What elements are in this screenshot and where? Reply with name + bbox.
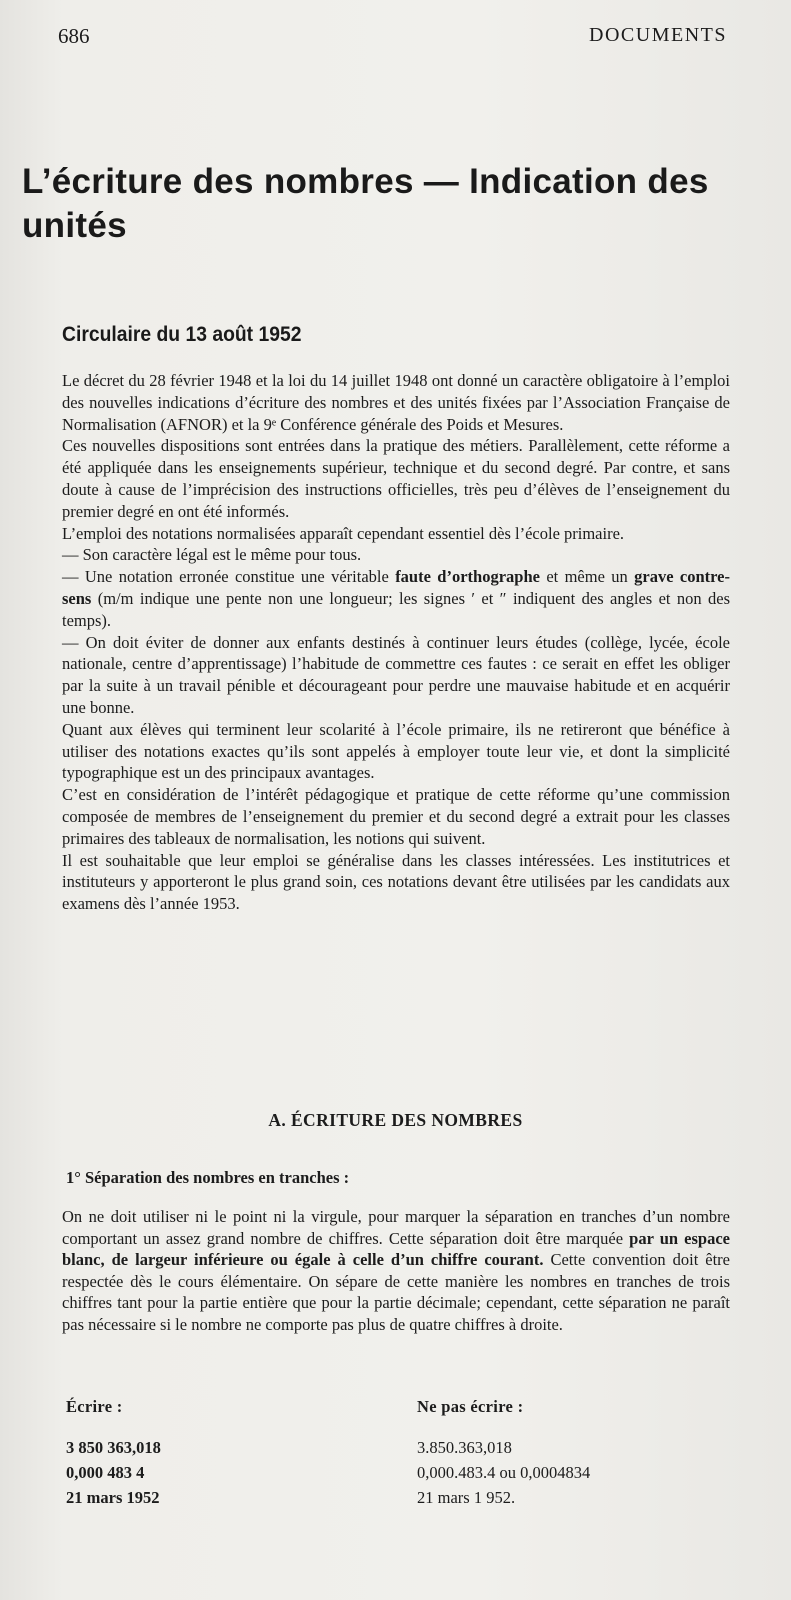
article-subtitle: Circulaire du 13 août 1952: [62, 323, 302, 346]
paragraph: — On doit éviter de donner aux enfants destinés à continuer leurs études (collège, lycée, école nationale, centre d’apprentissage) l’habitude de commettre ces fautes : ce serait en effet les obliger par la suite à un travail pénible et décourageant pour perdre une mauvaise habitude et en acquérir une bonne.: [62, 632, 730, 717]
dont-write-example: 21 mars 1 952.: [417, 1488, 516, 1507]
dont-write-example: 3.850.363,018: [417, 1438, 512, 1457]
text-run: (m/m indique une pente non une longueur; les signes ′ et ″ indiquent des angles et non des temps).: [62, 588, 730, 630]
paragraph: L’emploi des notations normalisées apparaît cependant essentiel dès l’école primaire.: [62, 523, 625, 543]
text-run: Cette convention doit être respectée dès le cours élémentaire. On sépare de cette manière les nombres en tranches de trois chiffres tant pour la partie entière que pour la partie décimale; cependant, cette séparation ne paraît pas nécessaire si le nombre ne comporte pas plus de quatre chiffres à droite.: [62, 1250, 730, 1334]
bold-text: grave contre-sens: [62, 567, 731, 608]
paragraph: — Son caractère légal est le même pour tous.: [62, 545, 362, 565]
write-heading: Écrire :: [66, 1397, 123, 1416]
text-run: — Une notation erronée constitue une véritable: [62, 567, 396, 587]
rule-paragraph: [62, 1206, 730, 1335]
write-column: [66, 1397, 161, 1510]
dont-write-column: [417, 1397, 590, 1510]
article-body: [62, 370, 730, 915]
write-example: 3 850 363,018: [66, 1438, 161, 1457]
page-number: 686: [58, 24, 90, 48]
paragraph: Ces nouvelles dispositions sont entrées dans la pratique des métiers. Parallèlement, cette réforme a été appliquée dans les enseignements supérieur, technique et du second degré. Par contre, et sans doute à cause de l’imprécision des instructions officielles, très peu d’élèves de l’enseignement du premier degré en ont été informés.: [62, 436, 730, 521]
subheading: 1° Séparation des nombres en tranches :: [66, 1168, 350, 1187]
dont-write-example: 0,000.483.4 ou 0,0004834: [417, 1463, 591, 1482]
bold-text: faute d’orthographe: [395, 567, 540, 587]
write-example: 21 mars 1952: [66, 1488, 160, 1507]
dont-write-heading: Ne pas écrire :: [417, 1397, 524, 1416]
text-run: et même un: [539, 567, 635, 587]
paragraph: Le décret du 28 février 1948 et la loi du 14 juillet 1948 ont donné un caractère obligatoire à l’emploi des nouvelles indications d’écriture des nombres et des unités fixées par l’Association Française de Normalisation (AFNOR) et la 9ᵉ Conférence générale des Poids et Mesures.: [62, 371, 730, 434]
running-head-section: DOCUMENTS: [589, 24, 727, 46]
paragraph: Quant aux élèves qui terminent leur scolarité à l’école primaire, ils ne retireront que bénéfice à utiliser des notations exactes qu’ils sont appelés à employer toute leur vie, et dont la simplicité typographique est un des principaux avantages.: [62, 719, 730, 783]
bold-text: par un espace blanc, de largeur inférieure ou égale à celle d’un chiffre courant.: [62, 1228, 730, 1269]
write-example: 0,000 483 4: [66, 1463, 145, 1482]
section-heading: A. ÉCRITURE DES NOMBRES: [268, 1110, 523, 1130]
paragraph: Il est souhaitable que leur emploi se généralise dans les classes intéressées. Les institutrices et instituteurs y apporteront le plus grand soin, ces notations devant être utilisées par les candidats aux examens dès l’année 1953.: [62, 850, 730, 914]
running-head: [0, 24, 791, 54]
article-title: L’écriture des nombres — Indication des unités: [22, 162, 709, 245]
text-run: On ne doit utiliser ni le point ni la virgule, pour marquer la séparation en tranches d’un nombre comportant un assez grand nombre de chiffres. Cette séparation doit être marquée: [62, 1207, 730, 1248]
paragraph: C’est en considération de l’intérêt pédagogique et pratique de cette réforme qu’une commission composée de membres de l’enseignement du premier et du second degré a extrait pour les classes primaires des tableaux de normalisation, les notions qui suivent.: [62, 785, 730, 848]
paragraph-spelling: [62, 566, 730, 631]
